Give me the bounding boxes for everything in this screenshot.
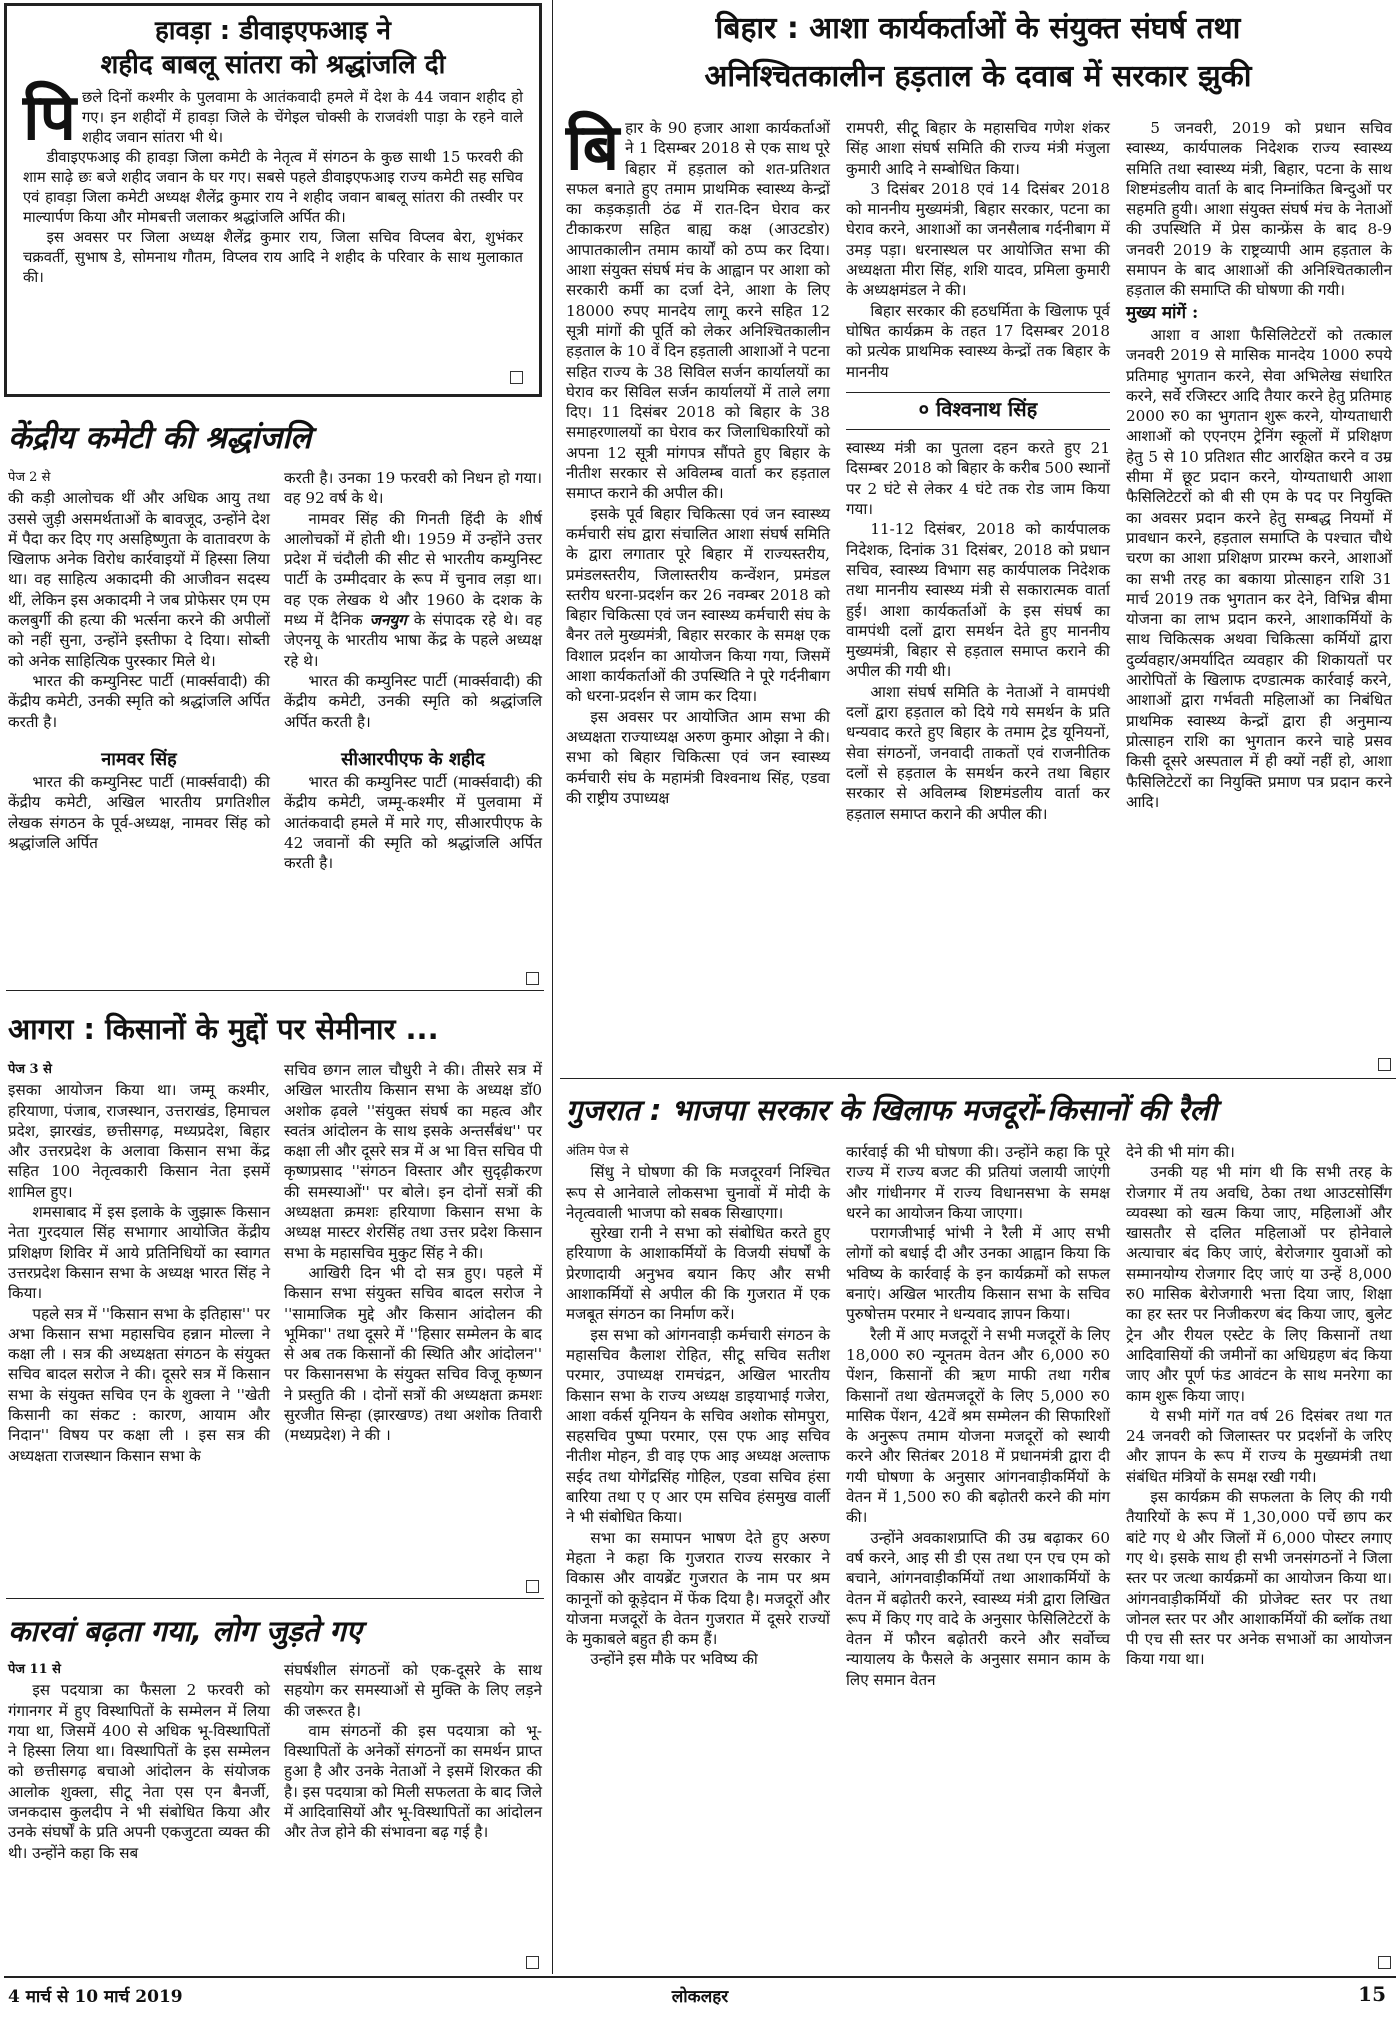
column-separator bbox=[552, 0, 553, 1974]
karvan-headline: कारवां बढ़ता गया, लोग जुड़ते गए bbox=[8, 1614, 362, 1648]
howrah-story-box bbox=[4, 3, 542, 397]
bihar-dropcap: बि bbox=[566, 110, 620, 185]
end-mark bbox=[526, 972, 539, 985]
agra-column-1: पेज 3 से इसका आयोजन किया था। जम्मू कश्मीर, हरियाणा, पंजाब, राजस्थान, उत्तराखंड, हिमाचल प्रदेश, झारखंड, छत्तीसगढ़, मध्यप्रदेश, बिहार और उत्तरप्रदेश के अलावा किसान सभा केंद्र सहित 100 नेतृत्वकारी किसान नेता इसमें शामिल हुए। शमसाबाद में इस इलाके के जुझारू किसान नेता गुरदयाल सिंह सभागार आयोजित केंद्रीय प्रशिक्षण शिविर में आये प्रतिनिधियों का स्वागत उत्तरप्रदेश किसान सभा के अध्यक्ष भारत सिंह ने किया। पहले सत्र में ''किसान सभा के इतिहास'' पर अभा किसान सभा महासचिव हन्नान मोल्ला ने कक्षा ली । सत्र की अध्यक्षता संगठन के संयुक्त सचिव बादल सरोज ने की। दूसरे सत्र में किसान सभा के संयुक्त सचिव एन के शुक्ला ने ''खेती किसानी का संकट : कारण, आयाम और निदान'' विषय पर कक्षा ली । इस सत्र की अध्यक्षता राजस्थान किसान सभा के bbox=[8, 1062, 270, 1465]
bihar-byline: ० विश्वनाथ सिंह bbox=[918, 396, 1038, 421]
cc-column-2: करती है। उनका 19 फरवरी को निधन हो गया। वह 92 वर्ष के थे। नामवर सिंह की गिनती हिंदी के शीर्ष आलोचकों में होती थी। 1959 में उन्होंने उत्तर प्रदेश में चंदौली की सीट से भारतीय कम्युनिस्ट पार्टी के उम्मीदवार के रूप में चुनाव लड़ा था। वह एक लेखक थे और 1960 के दशक के मध्य में दैनिक जनयुग के संपादक रहे थे। वह जेएनयू के भारतीय भाषा केंद्र के पहले अध्यक्ष रहे थे। भारत की कम्युनिस्ट पार्टी (मार्क्सवादी) की केंद्रीय कमेटी, उनकी स्मृति को श्रद्धांजलि अर्पित करती है। सीआरपीएफ के शहीद भारत की कम्युनिस्ट पार्टी (मार्क्सवादी) की केंद्रीय कमेटी, जम्मू-कश्मीर में पुलवामा में आतंकवादी हमले में मारे गए, सीआरपीएफ के 42 जवानों की स्मृति को श्रद्धांजलि अर्पित करती है। bbox=[284, 469, 543, 873]
gujarat-column-3: देने की भी मांग की। उनकी यह भी मांग थी कि सभी तरह के रोजगार में तय अवधि, ठेका तथा आउटसोर्सिंग व्यवस्था को खत्म किया जाए, महिलाओं और खासतौर से दलित महिलाओं पर होनेवाले अत्याचार बंद किए जाएं, बेरोजगार युवाओं को सम्मानयोग्य रोजगार दिए जाएं या उन्हें 8,000 रु0 मासिक बेरोजगारी भत्ता दिया जाए, शिक्षा का हर स्तर पर निजीकरण बंद किया जाए, बुलेट ट्रेन और रीयल एस्टेट के लिए किसानों तथा आदिवासियों की जमीनों का अधिग्रहण बंद किया जाए और पूर्ण फंड आवंटन के साथ मनरेगा का काम शुरू किया जाए। ये सभी मांगें गत वर्ष 26 दिसंबर तथा गत 24 जनवरी को जिलास्तर पर प्रदर्शनों के जरिए और ज्ञापन के रूप में राज्य के मुख्यमंत्री तथा संबंधित मंत्रियों के समक्ष रखी गयी। इस कार्यक्रम की सफलता के लिए की गयी तैयारियों के रूप में 1,30,000 पर्चे छाप कर बांटे गए थे और जिलों में 6,000 पोस्टर लगाए गए थे। इसके साथ ही सभी जनसंगठनों ने जिला स्तर पर जत्था कार्यक्रमों का आयोजन किया था। आंगनवाड़ीकर्मियों की प्रोजेक्ट स्तर पर तथा जोनल स्तर पर और आशाकर्मियों की ब्लॉक तथा पी एच सी स्तर पर अनेक सभाओं का आयोजन किया गया था। bbox=[1126, 1143, 1392, 1669]
cc-headline: केंद्रीय कमेटी की श्रद्धांजलि bbox=[8, 420, 312, 456]
divider bbox=[6, 990, 544, 991]
end-mark bbox=[1378, 1058, 1391, 1071]
bihar-column-2: रामपरी, सीटू बिहार के महासचिव गणेश शंकर सिंह आशा संघर्ष समिति की राज्य मंत्री मंजुला कुमारी आदि ने सम्बोधित किया। 3 दिसंबर 2018 एवं 14 दिसंबर 2018 को माननीय मुख्यमंत्री, बिहार सरकार, पटना का घेराव करने, आशाओं का जनसैलाब गर्दनीबाग में उमड़ पड़ा। धरनास्थल पर आयोजित सभा की अध्यक्षता मीरा सिंह, शशि यादव, प्रमिला कुमारी के अध्यक्षमंडल ने की। बिहार सरकार की हठधर्मिता के खिलाफ पूर्व घोषित कार्यक्रम के तहत 17 दिसम्बर 2018 को प्रत्येक प्राथमिक स्वास्थ्य केन्द्रों तक बिहार के माननीय ० विश्वनाथ सिंह स्वास्थ्य मंत्री का पुतला दहन करते हुए 21 दिसम्बर 2018 को बिहार के करीब 500 स्थानों पर 2 घंटे से लेकर 4 घंटे तक रोड जाम किया गया। 11-12 दिसंबर, 2018 को कार्यपालक निदेशक, दिनांक 31 दिसंबर, 2018 को प्रधान सचिव, स्वास्थ्य विभाग सह कार्यपालक निदेशक तथा माननीय स्वास्थ्य मंत्री से सकारात्मक वार्ता हुई। आशा कार्यकर्ताओं के इस संघर्ष का वामपंथी दलों द्वारा समर्थन देते हुए माननीय मुख्यमंत्री, बिहार से हड़ताल समाप्त कराने की अपील की गयी थी। आशा संघर्ष समिति के नेताओं ने वामपंथी दलों द्वारा हड़ताल को दिये गये समर्थन के प्रति धन्यवाद करते हुए बिहार के तमाम ट्रेड यूनियनों, सेवा संगठनों, जनवादी ताकतों एवं राजनीतिक दलों से हड़ताल के समर्थन करने तथा बिहार सरकार से अविलम्ब शिष्टमंडलीय वार्ता कर हड़ताल समाप्त कराने की अपील की। bbox=[846, 119, 1110, 823]
gujarat-column-2: कार्रवाई की भी घोषणा की। उन्होंने कहा कि पूरे राज्य में राज्य बजट की प्रतियां जलायी जाएंगी और गांधीनगर में राज्य विधानसभा के समक्ष धरने का आयोजन किया जाएगा। परागजीभाई भांभी ने रैली में आए सभी लोगों को बधाई दी और उनका आह्वान किया कि भविष्य के कार्रवाई के इन कार्यक्रमों को सफल बनाएं। अखिल भारतीय किसान सभा के सचिव पुरुषोत्तम परमार ने धन्यवाद ज्ञापन किया। रैली में आए मजदूरों ने सभी मजदूरों के लिए 18,000 रु0 न्यूनतम वेतन और 6,000 रु0 पेंशन, किसानों की ऋण माफी तथा गरीब किसानों तथा खेतमजदूरों के लिए 5,000 रु0 मासिक पेंशन, 42वें श्रम सम्मेलन की सिफारिशों के अनुरूप तमाम योजना मजदूरों को स्थायी करने और सितंबर 2018 में प्रधानमंत्री द्वारा दी गयी घोषणा के अनुसार आंगनवाड़ीकर्मियों के वेतन में 1,500 रु0 की बढ़ोतरी करने की मांग की। उन्होंने अवकाशप्राप्ति की उम्र बढ़ाकर 60 वर्ष करने, आइ सी डी एस तथा एन एच एम को बचाने, आंगनवाड़ीकर्मियों तथा आशाकर्मियों के वेतन में बढ़ोतरी करने, स्वास्थ्य मंत्री द्वारा लिखित रूप में किए गए वादे के अनुसार फेसिलिटेटरों के वेतन में फौरन बढ़ोतरी करने और सर्वोच्च न्यायालय के फैसले के अनुसार समान काम के लिए समान वेतन bbox=[846, 1143, 1110, 1689]
footer-paper-name: लोकलहर bbox=[671, 1987, 729, 2007]
howrah-headline-line1: हावड़ा : डीवाइएफआइ ने bbox=[155, 16, 391, 46]
agra-jump: पेज 3 से bbox=[8, 1062, 52, 1077]
karvan-jump: पेज 11 से bbox=[8, 1662, 61, 1677]
howrah-headline-line2: शहीद बाबलू सांतरा को श्रद्धांजलि दी bbox=[100, 50, 446, 80]
howrah-para-2: डीवाइएफआइ की हावड़ा जिला कमेटी के नेतृत्व में संगठन के कुछ साथी 15 फरवरी की शाम साढ़े छः बजे शहीद जवान के घर गए। सबसे पहले डीवाइएफआइ राज्य कमेटी सह सचिव एवं हावड़ा जिला कमेटी अध्यक्ष शैलेंद्र कुमार राय ने शहीद जवान बाबलू सांतरा की तस्वीर पर माल्यार्पण किया और मोमबत्ती जलाकर श्रद्धांजलि अर्पित की। bbox=[23, 149, 523, 226]
footer-page-number: 15 bbox=[1358, 1982, 1386, 2006]
bihar-headline-line2: अनिश्चितकालीन हड़ताल के दवाब में सरकार झुकी bbox=[704, 59, 1252, 94]
howrah-dropcap: पि bbox=[23, 80, 76, 155]
divider bbox=[6, 1598, 544, 1599]
bihar-column-1: बिहार के 90 हजार आशा कार्यकर्ताओं ने 1 दिसम्बर 2018 से एक साथ पूरे बिहार में हड़ताल को शत-प्रतिशत सफल बनाते हुए तमाम प्राथमिक स्वास्थ्य केन्द्रों का कड़कड़ाती ठंढ में रात-दिन घेराव कर टीकाकरण सहित बाह्य कक्ष (आउटडोर) आपातकालीन तमाम कार्यों को ठप्प कर दिया। आशा संयुक्त संघर्ष मंच के आह्वान पर आशा को सरकारी कर्मी का दर्जा देने, आशा के लिए 18000 रुपए मानदेय लागू करने सहित 12 सूत्री मांगों की पूर्ति को लेकर अनिश्चितकालीन हड़ताल के 10 वें दिन हड़ताली आशाओं ने पटना सहित राज्य के 38 सिविल सर्जन कार्यालयों का घेराव कर सिविल सर्जन कार्यालयों में ताले लगा दिए। 11 दिसंबर 2018 को बिहार के 38 समाहरणालयों का घेराव कर जिलाधिकारियों को अपना 12 सूत्री मांगपत्र सौंपते हुए बिहार के नीतीश सरकार से अविलम्ब वार्ता कर हड़ताल समाप्त कराने की अपील की। इसके पूर्व बिहार चिकित्सा एवं जन स्वास्थ्य कर्मचारी संघ द्वारा संचालित आशा संघर्ष समिति के द्वारा लगातार पूरे बिहार में राज्यस्तरीय, प्रमंडलस्तरीय, जिलास्तरीय कन्वेंशन, प्रमंडल स्तरीय धरना-प्रदर्शन कर 26 नवम्बर 2018 को बिहार चिकित्सा एवं जन स्वास्थ्य कर्मचारी संघ के बैनर तले मुख्यमंत्री, बिहार सरकार के समक्ष एक विशाल प्रदर्शन का आयोजन किया गया, जिसमें आशा कार्यकर्ताओं की उपस्थिति ने पूरे गर्दनीबाग को धरना-प्रदर्शन से जाम कर दिया। इस अवसर पर आयोजित आम सभा की अध्यक्षता राज्याध्यक्ष अरुण कुमार ओझा ने की। सभा को बिहार चिकित्सा एवं जन स्वास्थ्य कर्मचारी संघ के महामंत्री विश्वनाथ सिंह, एडवा की राष्ट्रीय उपाध्यक्ष bbox=[566, 110, 830, 807]
agra-column-2: सचिव छगन लाल चौधुरी ने की। तीसरे सत्र में अखिल भारतीय किसान सभा के अध्यक्ष डॉ0 अशोक ढ़वले ''संयुक्त संघर्ष का महत्व और स्वतंत्र आंदोलन के साथ इसके अन्तर्संबंध'' पर कक्षा ली और दूसरे सत्र में अ भा वित्त सचिव पी कृष्णप्रसाद ''संगठन विस्तार और सुदृढ़ीकरण की समस्याओं'' पर बोले। इन दोनों सत्रों की अध्यक्षता क्रमशः हरियाणा किसान सभा के अध्यक्ष मास्टर शेरसिंह तथा उत्तर प्रदेश किसान सभा के महासचिव मुकुट सिंह ने की। आखिरी दिन भी दो सत्र हुए। पहले में किसान सभा संयुक्त सचिव बादल सरोज ने ''सामाजिक मुद्दे और किसान आंदोलन की भूमिका'' तथा दूसरे में ''हिसार सम्मेलन के बाद से अब तक किसानों की स्थिति और आंदोलन'' पर किसानसभा के संयुक्त सचिव विजू कृष्णन ने प्रस्तुति की । दोनों सत्रों की अध्यक्षता क्रमशः सुरजीत सिन्हा (झारखण्ड) तथा अशोक तिवारी (मध्यप्रदेश) ने की । bbox=[284, 1061, 542, 1445]
cc-column-1: पेज 2 से की कड़ी आलोचक थीं और अधिक आयु तथा उससे जुड़ी असमर्थताओं के बावजूद, उन्होंने देश में पैदा कर दिए गए असहिष्णुता के वातावरण के खिलाफ अनेक विरोध कार्रवाइयों में हिस्सा लिया था। वह साहित्य अकादमी की आजीवन सदस्य थीं, लेकिन इस अकादमी ने जब प्रोफेसर एम एम कलबुर्गी की हत्या की भर्त्सना करने की अपीलों को नहीं सुना, उन्होंने इस्तीफा दे दिया। सोब्ती को अनेक साहित्यिक पुरस्कार मिले थे। भारत की कम्युनिस्ट पार्टी (मार्क्सवादी) की केंद्रीय कमेटी, उनकी स्मृति को श्रद्धांजलि अर्पित करती है। नामवर सिंह भारत की कम्युनिस्ट पार्टी (मार्क्सवादी) की केंद्रीय कमेटी, अखिल भारतीय प्रगतिशील लेखक संगठन के पूर्व-अध्यक्ष, नामवर सिंह को श्रद्धांजलि अर्पित bbox=[8, 470, 270, 853]
gujarat-jump: अंतिम पेज से bbox=[566, 1144, 629, 1159]
bihar-headline-line1: बिहार : आशा कार्यकर्ताओं के संयुक्त संघर्ष तथा bbox=[715, 11, 1241, 46]
end-mark bbox=[510, 371, 523, 384]
gujarat-column-1: अंतिम पेज से सिंधु ने घोषणा की कि मजदूरवर्ग निश्चित रूप से आनेवाले लोकसभा चुनावों में मोदी के नेतृत्ववाली भाजपा को सबक सिखाएगा। सुरेखा रानी ने सभा को संबोधित करते हुए हरियाणा के आशाकर्मियों के विजयी संघर्षों के प्रेरणादायी अनुभव बयान किए और सभी आशाकर्मियों से अपील की कि गुजरात में एक मजबूत संगठन का निर्माण करें। इस सभा को आंगनवाड़ी कर्मचारी संगठन के महासचिव कैलाश रोहित, सीटू सचिव सतीश परमार, उपाध्यक्ष रामचंद्रन, अखिल भारतीय किसान सभा के राज्य अध्यक्ष डाइयाभाई गजेरा, आशा वर्कर्स यूनियन के सचिव अशोक सोमपुरा, सहसचिव पुष्पा परमार, एस एफ आइ सचिव नीतीश मोहन, डी वाइ एफ आइ अध्यक्ष अल्ताफ सईद तथा योगेंद्रसिंह गोहिल, एडवा सचिव हंसा बारिया तथा ए ए आर एम सचिव हंसमुख वार्ली ने भी संबोधित किया। सभा का समापन भाषण देते हुए अरुण मेहता ने कहा कि गुजरात राज्य सरकार ने विकास और वायब्रेंट गुजरात के नाम पर श्रम कानूनों को कूड़ेदान में फेंक दिया है। मजदूरों और योजना मजदूरों के वेतन गुजरात में दूसरे राज्यों के मुकाबले बहुत ही कम हैं। उन्होंने इस मौके पर भविष्य की bbox=[566, 1144, 830, 1669]
howrah-body: पिछले दिनों कश्मीर के पुलवामा के आतंकवादी हमले में देश के 44 जवान शहीद हो गए। इन शहीदों में हावड़ा जिले के चेंगेइल चोक्सी के राजवंशी पाड़ा के रहने वाले शहीद जवान सांतरा भी थे। डीवाइएफआइ की हावड़ा जिला कमेटी के नेतृत्व में संगठन के कुछ साथी 15 फरवरी की शाम साढ़े छः बजे शहीद जवान के घर गए। सबसे पहले डीवाइएफआइ राज्य कमेटी सह सचिव एवं हावड़ा जिला कमेटी अध्यक्ष शैलेंद्र कुमार राय ने शहीद जवान बाबलू सांतरा की तस्वीर पर माल्यार्पण किया और मोमबत्ती जलाकर श्रद्धांजलि अर्पित की। इस अवसर पर जिला अध्यक्ष शैलेंद्र कुमार राय, जिला सचिव विप्लव बेरा, शुभंकर चक्रवर्ती, सुभाष डे, सोमनाथ गौतम, विप्लव राय आदि ने शहीद के परिवार के साथ मुलाकात की। bbox=[23, 80, 523, 286]
end-mark bbox=[526, 1580, 539, 1593]
footer-date: 4 मार्च से 10 मार्च 2019 bbox=[8, 1987, 183, 2007]
howrah-para-3: इस अवसर पर जिला अध्यक्ष शैलेंद्र कुमार राय, जिला सचिव विप्लव बेरा, शुभंकर चक्रवर्ती, सुभाष डे, सोमनाथ गौतम, विप्लव राय आदि ने शहीद के परिवार के साथ मुलाकात की। bbox=[23, 229, 523, 286]
bihar-subhead: मुख्य मांगें : bbox=[1126, 302, 1199, 323]
karvan-column-1: पेज 11 से इस पदयात्रा का फैसला 2 फरवरी को गंगानगर में हुए विस्थापितों के सम्मेलन में लिया गया था, जिसमें 400 से अधिक भू-विस्थापितों ने हिस्सा लिया था। विस्थापितों के इस सम्मेलन को छत्तीसगढ़ बचाओ आंदोलन के संयोजक आलोक शुक्ला, सीटू नेता एस एन बैनर्जी, जनकदास कुलदीप ने भी संबोधित किया और उनके संघर्षों के प्रति अपनी एकजुटता व्यक्त की थी। उन्होंने कहा कि सब bbox=[8, 1662, 270, 1862]
gujarat-headline: गुजरात : भाजपा सरकार के खिलाफ मजदूरों-किसानों की रैली bbox=[566, 1093, 1217, 1127]
bihar-column-3: 5 जनवरी, 2019 को प्रधान सचिव स्वास्थ्य, कार्यपालक निदेशक राज्य स्वास्थ्य समिति तथा स्वास्थ्य मंत्री, बिहार, पटना के साथ शिष्टमंडलीय वार्ता के बाद निम्नांकित बिन्दुओं पर सहमति हुयी। आशा संयुक्त संघर्ष मंच के नेताओं की उपस्थिति में प्रेस कान्फ्रेंस के बाद 8-9 जनवरी 2019 के राष्ट्रव्यापी आम हड़ताल के समापन के बाद आशाओं की अनिश्चितकालीन हड़ताल की समाप्ति की घोषणा की गयी। मुख्य मांगें : आशा व आशा फैसिलिटेटरों को तत्काल जनवरी 2019 से मासिक मानदेय 1000 रुपये प्रतिमाह भुगतान करने, सेवा अभिलेख संधारित करने, सर्वे रजिस्टर आदि तैयार करने हेतु प्रतिमाह 2000 रु0 का भुगतान शुरू करने, योग्यताधारी आशाओं को एएनएम ट्रेनिंग स्कूलों में प्रशिक्षण हेतु 5 से 10 प्रतिशत सीट आरक्षित करने व उम्र सीमा में छूट प्रदान करने, योग्यताधारी आशा फैसिलिटेटरों को बी सी एम के पद पर नियुक्ति का अवसर प्रदान करने हेतु सम्बद्ध नियमों में प्रावधान करने, हड़ताल समाप्ति के पश्चात चौथे चरण का आशा प्रशिक्षण प्रारम्भ करने, आशाओं का सभी तरह का बकाया प्रोत्साहन राशि 31 मार्च 2019 तक भुगतान कर देने, विभिन्न बीमा योजना का लाभ प्रदान करने, आशाकर्मियों के साथ चिकित्सक अथवा चिकित्सा कर्मियों द्वारा दुर्व्यवहार/अमर्यादित व्यवहार की शिकायतों पर आरोपितों के खिलाफ दण्डात्मक कार्रवाई करने, आशाओं द्वारा गर्भवती महिलाओं का निबंधित प्राथमिक स्वास्थ्य केन्द्रों द्वारा ही अनुमान्य प्रोत्साहन राशि का भुगतान करने चाहे प्रसव किसी दूसरे अस्पताल में ही क्यों नहीं हो, आशा फैसिलिटेटरों का नियुक्ति प्रमाण पत्र प्रदान करने आदि। bbox=[1126, 119, 1392, 811]
footer-rule bbox=[4, 1976, 1396, 1978]
end-mark bbox=[1378, 1956, 1391, 1969]
cc-jump: पेज 2 से bbox=[8, 470, 51, 485]
divider bbox=[560, 1078, 1396, 1079]
karvan-column-2: संघर्षशील संगठनों को एक-दूसरे के साथ सहयोग कर समस्याओं से मुक्ति के लिए लड़ने की जरूरत है। वाम संगठनों की इस पदयात्रा को भू-विस्थापितों के अनेकों संगठनों का समर्थन प्राप्त हुआ है और उनके नेताओं ने इसमें शिरकत की है। इस पदयात्रा को मिली सफलता के बाद जिले में आदिवासियों और भू-विस्थापितों का आंदोलन और तेज होने की संभावना बढ़ गई है। bbox=[284, 1661, 542, 1842]
cc-subhead-namvar: नामवर सिंह bbox=[101, 748, 177, 770]
end-mark bbox=[526, 1956, 539, 1969]
agra-headline: आगरा : किसानों के मुद्दों पर सेमीनार ... bbox=[8, 1012, 439, 1046]
cc-subhead-crpf: सीआरपीएफ के शहीद bbox=[341, 748, 485, 770]
